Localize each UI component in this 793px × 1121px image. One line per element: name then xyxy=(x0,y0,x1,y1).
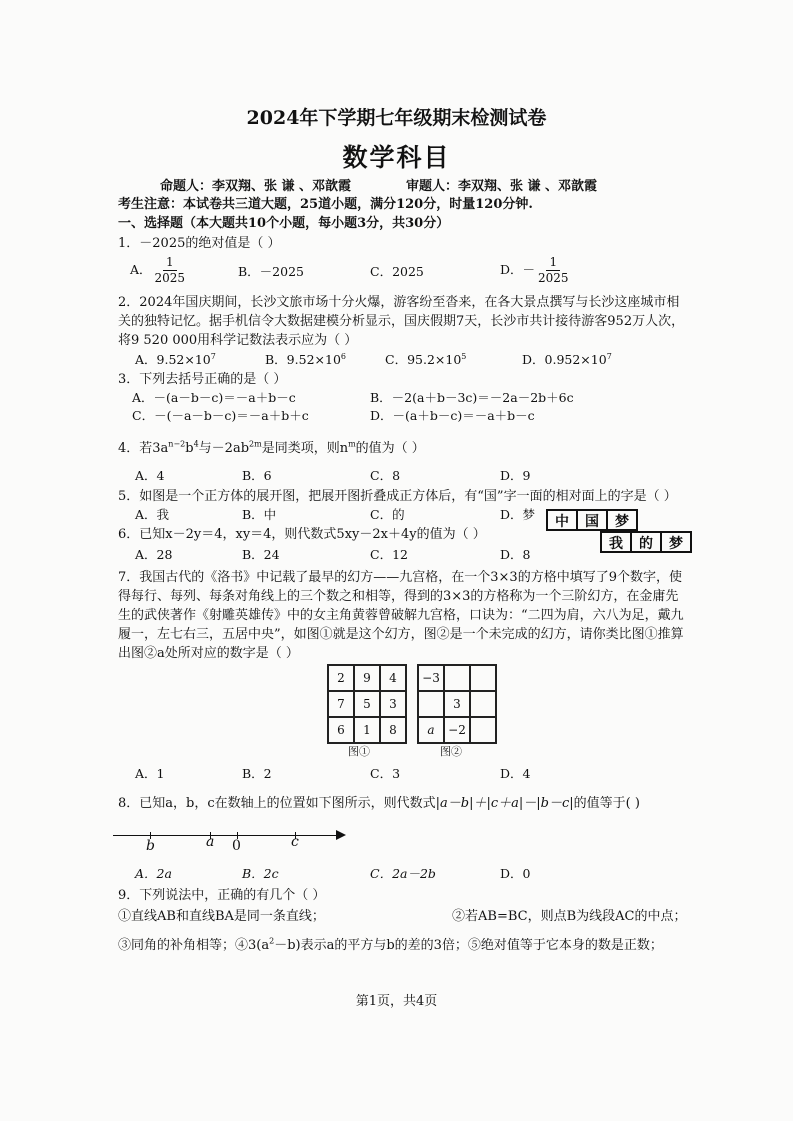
label-a: a xyxy=(206,834,215,850)
q7-line-4: 履一，左七右三，五居中央”，如图①就是这个幻方，图②是一个未完成的幻方，请你类比图①推算 xyxy=(118,627,684,642)
net-face-4: 我 xyxy=(600,531,632,553)
q5-stem: 5．如图是一个正方体的展开图，把展开图折叠成正方体后，有“国”字一面的相对面上的字是（ ） xyxy=(118,489,677,504)
q9-statement-1: ①直线AB和直线BA是同一条直线； xyxy=(118,909,325,924)
q8-expression: |a－b|＋|c＋a|－|b－c| xyxy=(435,796,574,811)
q6-option-a: A．28 xyxy=(135,547,173,562)
q5-option-d: D．梦 xyxy=(500,507,536,522)
fig1-caption: 图① xyxy=(348,745,370,758)
q5-option-a: A．我 xyxy=(135,507,170,522)
fig2-cell: −3 xyxy=(418,665,444,691)
q1-option-d: D．－ $\frac{1}{2025}$ xyxy=(500,255,569,285)
q8-option-b: B．2c xyxy=(242,866,279,881)
q3-option-a: A．－(a－b－c)＝－a＋b－c xyxy=(132,390,296,405)
exam-notice: 考生注意：本试卷共三道大题，25道小题，满分120分，时量120分钟. xyxy=(118,197,533,212)
q4-option-d: D．9 xyxy=(500,468,531,483)
fig2-cell xyxy=(418,691,444,717)
authors-line: 命题人：李双翔、张 谦 、邓歆霞 xyxy=(160,179,352,194)
exam-title: 2024年下学期七年级期末检测试卷 xyxy=(246,107,547,129)
q3-option-d: D．－(a＋b－c)＝－a＋b－c xyxy=(370,408,535,423)
q4-option-c: C．8 xyxy=(370,468,401,483)
fig1-cell: 4 xyxy=(380,665,406,691)
magic-square-figure-2 xyxy=(417,664,497,744)
q7-option-c: C．3 xyxy=(370,766,401,781)
q4-option-a: A．4 xyxy=(135,468,165,483)
q6-option-b: B．24 xyxy=(242,547,280,562)
fig1-cell: 5 xyxy=(354,691,380,717)
q3-option-b: B．－2(a＋b－3c)＝－2a－2b＋6c xyxy=(370,390,574,405)
fig2-cell xyxy=(444,665,470,691)
net-face-6: 梦 xyxy=(660,531,692,553)
q7-line-5: 出图②a处所对应的数字是（ ） xyxy=(118,646,299,661)
q6-stem: 6．已知x－2y＝4，xy＝4，则代数式5xy－2x＋4y的值为（ ） xyxy=(118,527,486,542)
section-title: 一、选择题（本大题共10个小题，每小题3分，共30分） xyxy=(118,216,450,231)
fig2-cell: 3 xyxy=(444,691,470,717)
q1-option-a: A． $\frac{1}{2025}$ xyxy=(130,255,186,285)
fig2-cell: −2 xyxy=(444,717,470,743)
q8-option-a: A．2a xyxy=(135,866,172,881)
q8-option-c: C．2a－2b xyxy=(370,866,436,881)
q3-option-c: C．－(－a－b－c)＝－a＋b＋c xyxy=(132,408,309,423)
q5-option-b: B．中 xyxy=(242,507,277,522)
fig2-cell xyxy=(470,717,496,743)
fig2-cell: a xyxy=(418,717,444,743)
q9-statement-2: ②若AB=BC，则点B为线段AC的中点； xyxy=(452,909,687,924)
fig1-cell: 6 xyxy=(328,717,354,743)
exam-subject: 数学科目 xyxy=(342,143,451,172)
q7-option-d: D．4 xyxy=(500,766,531,781)
q6-option-d: D．8 xyxy=(500,547,531,562)
fig1-cell: 1 xyxy=(354,717,380,743)
q2-option-a: A．$9.52\times 10^7$ xyxy=(135,351,216,367)
q8-option-d: D．0 xyxy=(500,866,531,881)
q7-line-2: 得每行、每列、每条对角线上的三个数之和相等，得到的3×3的方格称为一个三阶幻方，在金庸先 xyxy=(118,589,679,604)
fig2-caption: 图② xyxy=(440,745,462,758)
q2-line-2: 关的独特记忆。据手机信令大数据建模分析显示，国庆假期7天，长沙市共计接待游客952万人次， xyxy=(118,314,685,329)
fig1-cell: 8 xyxy=(380,717,406,743)
label-zero: 0 xyxy=(232,838,241,854)
q1-option-b: B．－2025 xyxy=(238,264,304,279)
q2-line-3: 将9 520 000用科学记数法表示应为（ ） xyxy=(118,333,358,348)
number-line-axis xyxy=(113,835,341,836)
fig2-cell xyxy=(470,691,496,717)
page-number: 第1页，共4页 xyxy=(355,994,438,1009)
q7-option-b: B．2 xyxy=(242,766,272,781)
q1-stem: 1．－2025的绝对值是（ ） xyxy=(118,236,281,251)
q6-option-c: C．12 xyxy=(370,547,408,562)
q2-option-b: B．$9.52\times 10^6$ xyxy=(265,351,346,367)
net-face-2: 国 xyxy=(576,509,608,531)
fig1-cell: 2 xyxy=(328,665,354,691)
q7-line-1: 7．我国古代的《洛书》中记载了最早的幻方——九宫格，在一个3×3的方格中填写了9个数字，使 xyxy=(118,570,682,585)
fig1-cell: 3 xyxy=(380,691,406,717)
q7-line-3: 生的武侠著作《射雕英雄传》中的女主角黄蓉曾破解九宫格，口诀为：“二四为肩，六八为足，戴九 xyxy=(118,608,684,623)
label-b: b xyxy=(146,838,155,854)
q2-option-c: C．$95.2\times 10^5$ xyxy=(385,351,467,367)
reviewers-line: 审题人：李双翔、张 谦 、邓歆霞 xyxy=(406,179,598,194)
q7-option-a: A．1 xyxy=(135,766,165,781)
q8-stem: 8．已知a，b，c在数轴上的位置如下图所示，则代数式|a－b|＋|c＋a|－|b－c|的值等于( ) xyxy=(118,796,640,811)
q4-option-b: B．6 xyxy=(242,468,272,483)
net-face-5: 的 xyxy=(630,531,662,553)
arrow-right-icon xyxy=(336,830,346,840)
fig1-cell: 9 xyxy=(354,665,380,691)
fig2-cell xyxy=(470,665,496,691)
magic-square-figure-1 xyxy=(327,664,407,744)
q2-option-d: D．$0.952\times 10^7$ xyxy=(522,351,612,367)
q1-option-c: C．2025 xyxy=(370,264,424,279)
q9-stem: 9．下列说法中，正确的有几个（ ） xyxy=(118,888,326,903)
label-c: c xyxy=(291,834,299,850)
q9-statement-3: ③同角的补角相等；$④3(a^2-b)$表示a的平方与b的差的3倍；⑤绝对值等于它本身的数是正数； xyxy=(118,936,663,953)
q3-stem: 3．下列去括号正确的是（ ） xyxy=(118,372,287,387)
fig1-cell: 7 xyxy=(328,691,354,717)
q4-stem: 4．若$3a^{n-2}b^4$与$-2ab^{2m}$是同类项，则$n^m$的值为（ ） xyxy=(118,439,425,456)
q5-option-c: C．的 xyxy=(370,507,405,522)
net-face-3: 梦 xyxy=(606,509,638,531)
net-face-1: 中 xyxy=(546,509,578,531)
q2-line-1: 2．2024年国庆期间，长沙文旅市场十分火爆，游客纷至沓来，在各大景点撰写与长沙这座城市相 xyxy=(118,295,680,310)
